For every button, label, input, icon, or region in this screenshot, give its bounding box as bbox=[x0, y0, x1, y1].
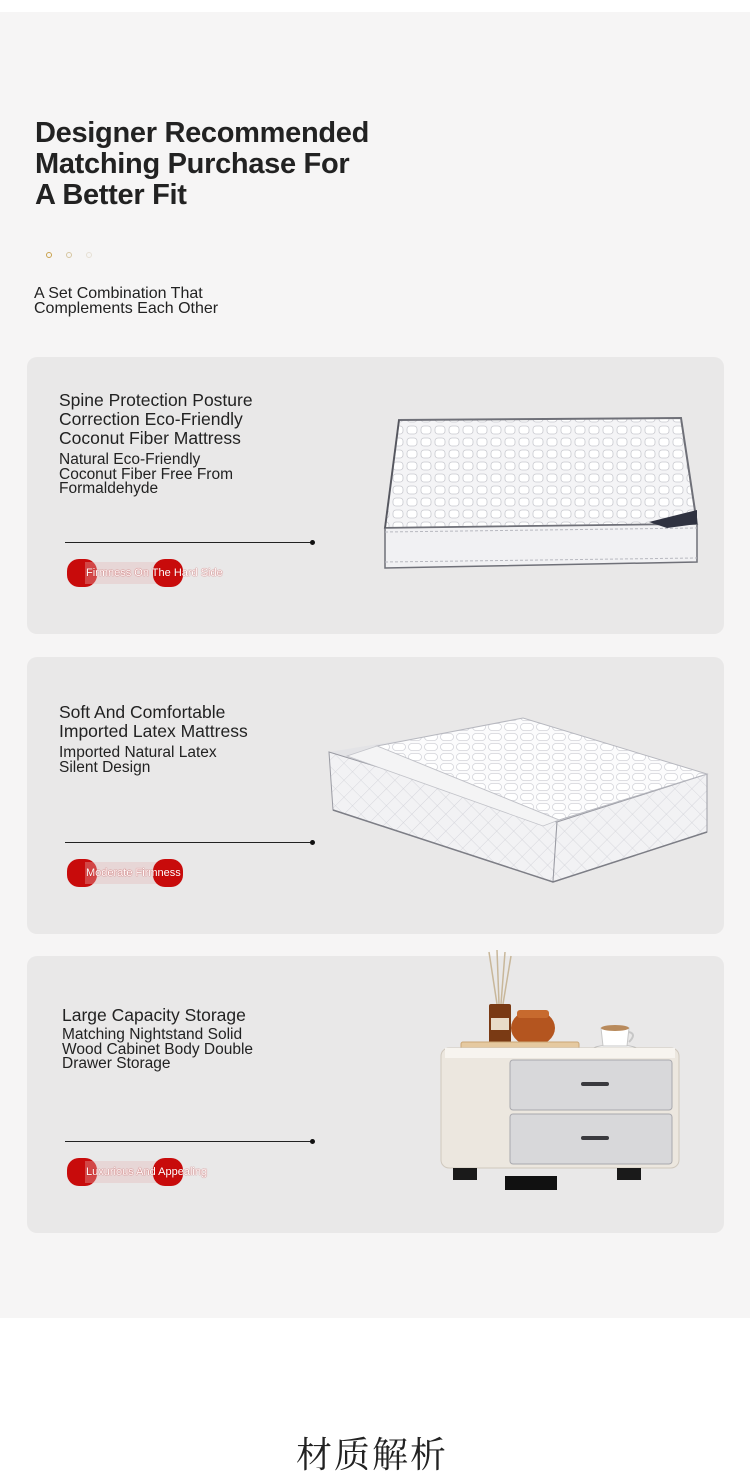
divider-line bbox=[65, 1141, 313, 1142]
next-section-heading: 材质解析 bbox=[296, 1435, 449, 1476]
divider-line bbox=[65, 542, 313, 543]
product-card-latex-mattress[interactable] bbox=[27, 657, 724, 934]
firmness-tag-label: Firmness On The Hard Side bbox=[86, 567, 223, 579]
firmness-tag bbox=[67, 859, 183, 887]
card-description: Natural Eco-Friendly Coconut Fiber Free From Formaldehyde bbox=[59, 451, 233, 497]
card-description: Matching Nightstand Solid Wood Cabinet Body Double Drawer Storage bbox=[62, 1026, 254, 1072]
firmness-tag-label: Moderate Firmness bbox=[86, 867, 181, 879]
section-subheading: A Set Combination That Complements Each Other bbox=[34, 285, 219, 317]
latex-mattress-icon bbox=[327, 712, 719, 887]
card-text bbox=[59, 391, 259, 497]
section-headline: Designer Recommended Matching Purchase For A Better Fit bbox=[35, 117, 370, 211]
coconut-fiber-mattress-icon bbox=[349, 412, 699, 572]
product-card-coconut-mattress[interactable] bbox=[27, 357, 724, 634]
dot-icon bbox=[66, 252, 72, 258]
dot-icon bbox=[86, 252, 92, 258]
card-text bbox=[59, 703, 259, 775]
feature-tag-label: Luxurious And Appealing bbox=[86, 1166, 208, 1178]
product-card-nightstand[interactable] bbox=[27, 956, 724, 1233]
decorative-dots bbox=[46, 252, 92, 258]
firmness-tag bbox=[67, 559, 223, 587]
card-title: Soft And Comfortable Imported Latex Mattress bbox=[59, 702, 248, 741]
divider-line bbox=[65, 842, 313, 843]
nightstand-icon bbox=[405, 948, 665, 1208]
card-title: Large Capacity Storage bbox=[62, 1005, 246, 1025]
dot-icon bbox=[46, 252, 52, 258]
card-text bbox=[62, 1006, 262, 1072]
card-description: Imported Natural Latex Silent Design bbox=[59, 744, 217, 776]
feature-tag bbox=[67, 1158, 208, 1186]
card-title: Spine Protection Posture Correction Eco-Friendly Coconut Fiber Mattress bbox=[59, 390, 253, 448]
